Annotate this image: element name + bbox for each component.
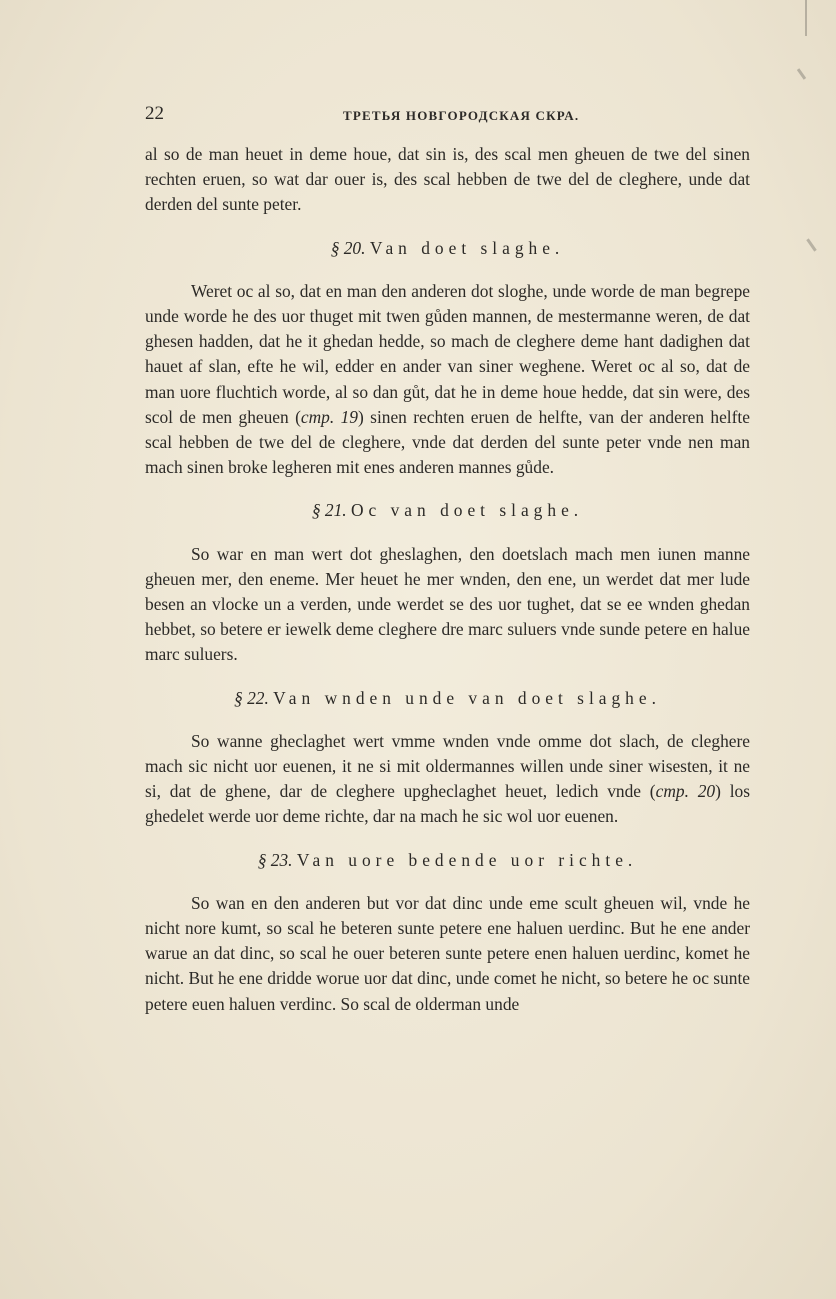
continuation-paragraph: al so de man heuet in deme houe, dat sin is, des scal men gheuen de twe del sinen rechten eruen, so wat dar ouer is, des scal hebben de twe del de cleghere, unde dat derden del sunte peter. xyxy=(145,144,750,215)
section-22-text xyxy=(145,729,750,830)
running-head: ТРЕТЬЯ НОВГОРОДСКАЯ СКРА. xyxy=(343,108,580,123)
margin-mark xyxy=(806,238,816,251)
section-title: Van doet slaghe. xyxy=(369,237,565,258)
section-text-part: Weret oc al so, dat en man den anderen dot sloghe, unde worde de man begrepe unde worde he des uor thuget mit twen gůden mannen, de mestermanne weren, de dat ghesen hadden, dat he it ghedan hedde, so mach de cleghere deme hant dadighen dat hauet af slan, efte he wil, edder en ander van siner weghene. Weret oc al so, dat de man uore fluchtich worde, al so dan gůt, dat he in deme houe hedde, dat sin were, des scol de men gheuen ( xyxy=(145,280,750,427)
section-text-part: ) sinen rechten eruen de helfte, van der anderen helfte scal hebben de twe del de cleghere, vnde dat derden del sunte peter vnde nen man mach sinen broke legheren mit enes anderen mannes gůde. xyxy=(145,406,750,478)
section-number: § 23. xyxy=(257,849,293,870)
section-number: § 21. xyxy=(311,500,347,521)
section-23-text: So wan en den anderen but vor dat dinc unde eme scult gheuen wil, vnde he nicht nore kumt, so scal he beteren sunte petere ene haluen uerdinc. But he ene ander warue an dat dinc, so scal he ouer beteren sunte petere enen haluen uerdinc, komet he nicht. But he ene dridde worue uor dat dinc, unde comet he nicht, so betere he oc sunte petere euen haluen verdinc. So scal de olderman unde xyxy=(145,892,750,1014)
section-21-text: So war en man wert dot gheslaghen, den doetslach mach men iunen manne gheuen mer, den eneme. Mer heuet he mer wnden, den ene, un werdet dat mer lude besen an vlocke un a verden, unde werdet se des uor tughet, dat se ee wnden ghedan hebbet, so betere er iewelk deme cleghere dre marc suluers vnde sunde petere en halue marc suluers. xyxy=(145,543,750,665)
section-number: § 22. xyxy=(234,687,269,708)
section-20-text xyxy=(145,279,750,481)
section-23-heading xyxy=(145,848,750,873)
cross-reference: cmp. 20 xyxy=(655,781,716,802)
section-number: § 20. xyxy=(330,237,366,258)
section-21-heading xyxy=(145,498,750,523)
section-text-part: ) los ghedelet werde uor deme richte, dar na mach he sic wol uor euenen. xyxy=(145,781,750,827)
section-20-heading xyxy=(145,236,750,261)
cross-reference: cmp. 19 xyxy=(300,406,358,427)
section-22-heading xyxy=(145,686,750,711)
section-title: Van uore bedende uor richte. xyxy=(296,849,638,870)
section-text-part: So wanne gheclaghet wert vmme wnden vnde omme dot slach, de cleghere mach sic nicht uor euenen, it ne si mit oldermannes willen unde siner wisesten, it ne si, dat de ghene, dar de cleghere upgheclaghet heuet, ledich vnde ( xyxy=(145,730,750,802)
margin-mark xyxy=(797,68,806,80)
page-number: 22 xyxy=(145,103,164,124)
section-title: Oc van doet slaghe. xyxy=(350,500,584,521)
margin-mark xyxy=(805,0,807,36)
page-header xyxy=(145,103,755,127)
section-title: Van wnden unde van doet slaghe. xyxy=(273,687,661,708)
page-body xyxy=(145,142,750,1017)
